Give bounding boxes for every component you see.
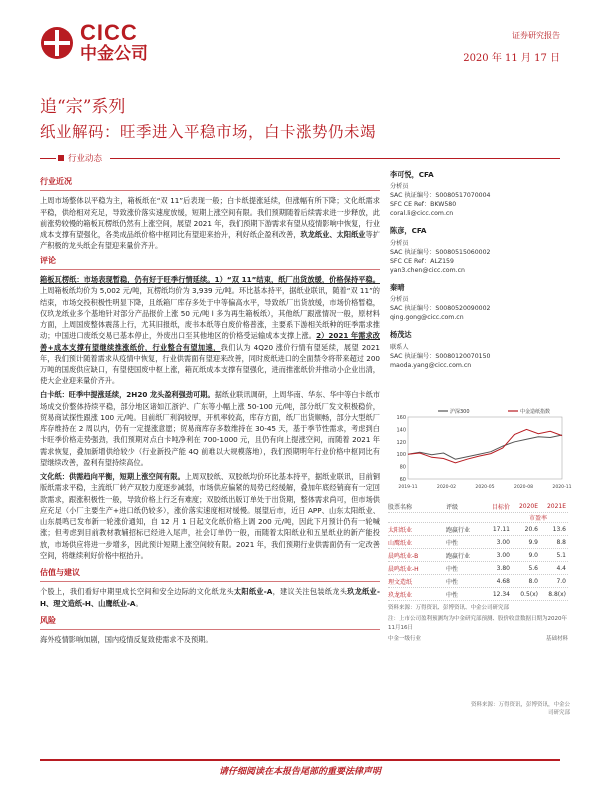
table-cell: 中性 — [446, 591, 459, 599]
analyst-card — [390, 283, 565, 323]
analyst-role: 分析员 — [390, 239, 409, 247]
analyst-card — [390, 330, 565, 370]
category-tag — [56, 150, 110, 166]
section-rule — [40, 629, 380, 630]
val-end: 。 — [135, 598, 143, 608]
analyst-sac: SAC 执证编号：S0080520090002 — [390, 305, 491, 313]
table-cell: 9.9 — [528, 538, 538, 546]
table-cell: 4.68 — [496, 577, 510, 585]
table-header-row — [388, 500, 568, 513]
performance-chart-svg — [388, 405, 572, 493]
x-tick-label: 2019-11 — [398, 485, 418, 490]
val-text: 个股上，我们看好中期里成长空间和安全边际的文化纸龙头 — [40, 587, 234, 597]
p2-lead: 白卡纸：旺季中提涨延续，2H20 龙头盈利强劲可期。 — [40, 390, 215, 400]
table-note: 注：上市公司盈利预测均为中金研究部预测、股价收盘数据日期为2020年11月16日 — [388, 616, 567, 631]
analyst-email[interactable]: maoda.yang@cicc.com.cn — [390, 361, 472, 369]
cicc-logo — [40, 22, 148, 63]
val-mid: ，建议关注包装纸龙头 — [272, 587, 348, 597]
p2-body: 据纸业联讯调研，上周华南、华东、华中等白卡纸市场成交价整体持续平稳，部分地区诸如江浙沪、广东等小幅上涨 50-100 元/吨，部分纸厂发文积极稳价，贸易商试探性跟涨 100 元/吨。目前纸厂利润较厚，开机率较高，库存方面，纸厂出货顺畅，部分大型纸厂库存维持在 2 周以内，仍有一定提涨意愿；贸易商库存多数维持在 30-45 天，基于季节性需求，考虑到白卡旺季价格走势强劲，我们预期对点白卡吨净利在 700-1000 元，且仍有向上提涨空间，而随着 2021 年需求恢复，叠加新增供给较少（行业新投产能 4Q 前难以大规模落地），我们预期明年行业价格中枢同比有望继续改善，盈利有望持续高位。 — [40, 390, 380, 467]
main-column — [40, 176, 380, 649]
tag-bar — [40, 150, 560, 166]
section-heading-recent: 行业近况 — [40, 177, 72, 186]
report-type: 证券研究报告 — [512, 31, 560, 40]
table-cell: 8.8 — [556, 538, 566, 546]
p3-lead: 文化纸：供需趋向平衡，短期上涨空间有限。 — [40, 472, 185, 482]
analyst-name: 陈彦，CFA — [390, 226, 427, 236]
table-cell: 8.8(x) — [548, 590, 566, 598]
table-cell: 跑赢行业 — [446, 526, 471, 534]
table-cell: 7.0 — [556, 577, 566, 585]
analyst-name: 李可悦，CFA — [390, 170, 434, 179]
industry-line — [388, 635, 568, 643]
legend-label: 沪深300 — [450, 409, 470, 415]
y-tick-label: 80 — [399, 464, 406, 471]
analyst-role: 联系人 — [390, 343, 409, 351]
recent-paragraph — [40, 195, 380, 251]
analyst-sac: SAC 执证编号：S0080517070004 — [390, 192, 491, 200]
table-source: 资料来源：万得资讯、彭博资讯、中金公司研究部 — [388, 605, 510, 611]
valuation-table — [388, 500, 568, 643]
paragraph-containerboard — [40, 274, 380, 386]
analyst-name: 秦晴 — [390, 282, 405, 292]
table-row — [388, 575, 568, 588]
col-header: 股票名称 — [388, 503, 413, 511]
analyst-sac: SAC 执证编号：S0080120070150 — [390, 352, 491, 360]
table-cell: 跑赢行业 — [446, 552, 471, 560]
x-tick-label: 2020-05 — [475, 485, 495, 490]
y-tick-label: 120 — [396, 439, 406, 446]
y-tick-label: 100 — [396, 452, 406, 459]
analyst-sfc: SFC CE Ref：ALZ159 — [390, 257, 454, 265]
legend-label: 中金造纸指数 — [520, 409, 551, 415]
industry-value: 基础材料 — [545, 635, 568, 642]
header-meta — [463, 30, 560, 64]
section-rule — [40, 581, 380, 582]
stock-name: 玖龙纸业 — [388, 591, 413, 599]
x-tick-label: 2020-11 — [552, 485, 572, 490]
table-cell: 8.0 — [528, 577, 538, 585]
plot-frame — [408, 417, 562, 479]
recent-bold: 玖龙纸业、太阳纸业 — [300, 230, 366, 240]
analyst-email[interactable]: coral.li@cicc.com.cn — [390, 210, 454, 218]
table-row — [388, 523, 568, 536]
analyst-role: 分析员 — [390, 296, 409, 304]
recent-tail: 等扩产积极的龙头纸企有望迎来量价齐升。 — [40, 230, 380, 251]
table-row — [388, 536, 568, 549]
x-tick-label: 2020-08 — [513, 485, 534, 490]
table-cell: 3.80 — [496, 564, 510, 572]
footer-rule — [40, 759, 560, 761]
table-cell: 9.0 — [528, 551, 538, 559]
p1-tail: 我们认为 4Q20 涨价行情有望延续，展望 2021 年，我们预计随着需求从疫情中恢复，行业供需面有望迎来改善，同时废纸进口的全面禁令将带来超过 200 万吨的国废供应缺口，有望使国废中枢上涨，箱瓦纸成本支撑有望强化，进而推涨纸价并推动小企业出清，使大企业迎来量价齐升。 — [40, 342, 380, 386]
performance-chart — [388, 405, 572, 493]
stock-name: 山鹰纸业 — [388, 539, 413, 547]
analyst-card — [390, 170, 565, 219]
legal-footer: 请仔细阅读在本报告尾部的重要法律声明 — [218, 767, 381, 777]
table-cell: 中性 — [446, 578, 459, 586]
val-bold-2: 玖龙纸业-H、理文造纸-H、山鹰纸业-A — [40, 587, 380, 608]
analyst-panel — [390, 170, 565, 378]
risk-paragraph: 海外疫情影响加剧，国内疫情反复致使需求不及预期。 — [40, 635, 213, 645]
table-cell: 17.11 — [492, 525, 510, 533]
p1-lead: 箱板瓦楞纸：市场表现暂稳，仍有好于旺季行情延续。1）“双 11”结束，纸厂出货放缓，价格保持平稳。 — [40, 275, 380, 285]
analyst-card — [390, 226, 565, 275]
table-subheader-row — [388, 513, 568, 523]
section-rule — [40, 190, 380, 191]
series-line-1 — [408, 429, 562, 463]
col-header: 目标价 — [491, 503, 510, 511]
tag-divider — [40, 158, 560, 159]
table-row — [388, 549, 568, 562]
valuation-paragraph — [40, 586, 380, 608]
section-heading-valuation: 估值与建议 — [40, 567, 80, 577]
val-bold-1: 太阳纸业-A — [233, 587, 273, 597]
recent-text: 上周市场整体以平稳为主，箱板纸在“双 11”后表现一般；白卡纸提涨延续，但涨幅有所下降；文化纸需求平稳，供给相对充足，导致涨价落实速度放缓，短期上涨空间有限。我们预期随着后续需求进一步释放，此前涨势较慢的箱板瓦楞纸仍然有上涨空间，展望 2021 年，我们预期下游需求有望从疫情影响中恢复，行业成本支撑有望强化，各类成品纸价格中枢同比有望迎来抬升，利好纸企盈利改善， — [40, 196, 380, 240]
series-name: 追“宗”系列 — [40, 97, 126, 117]
series-line-0 — [408, 435, 562, 459]
stock-name: 晨鸣纸业-B — [388, 552, 419, 560]
analyst-email[interactable]: yan3.chen@cicc.com.cn — [390, 266, 465, 274]
col-header: 2020E — [518, 502, 538, 510]
table-cell: 3.00 — [496, 538, 510, 546]
stock-name: 太阳纸业 — [388, 526, 413, 534]
table-cell: 中性 — [446, 565, 459, 573]
report-date: 2020 年 11 月 17 日 — [463, 53, 560, 64]
p1-tail-bold: 2）2021 年需求改善+成本支撑有望继续推涨纸价，行业整合有望加速， — [40, 331, 380, 352]
analyst-name: 杨茂达 — [390, 330, 412, 340]
logo-english: CICC — [80, 20, 138, 45]
col-header: 2021E — [546, 502, 566, 510]
logo-chinese: 中金公司 — [80, 44, 148, 64]
table-cell: 5.6 — [528, 564, 538, 572]
table-cell: 中性 — [446, 539, 459, 547]
analyst-sac: SAC 执证编号：S0080515060002 — [390, 248, 491, 256]
table-cell: 13.6 — [552, 525, 566, 533]
y-tick-label: 160 — [396, 415, 406, 421]
table-cell: 20.6 — [524, 525, 538, 533]
x-tick-label: 2020-02 — [436, 485, 457, 490]
section-heading-risk: 风险 — [40, 615, 56, 625]
industry-label: 中金一级行业 — [388, 635, 422, 642]
source-note: 资料来源：万得资讯，彭博资讯，中金公司研究部 — [470, 702, 570, 716]
category-tag-label: 行业动态 — [68, 154, 103, 164]
analyst-email[interactable]: qing.gong@cicc.com.cn — [390, 314, 464, 322]
cicc-emblem-icon — [40, 26, 74, 60]
table-body — [388, 523, 568, 601]
paragraph-ivoryboard — [40, 389, 380, 468]
table-cell: 4.4 — [556, 564, 566, 572]
stock-name: 晨鸣纸业-H — [388, 565, 419, 573]
table-row — [388, 562, 568, 575]
y-tick-label: 140 — [396, 427, 406, 434]
section-heading-comment: 评论 — [40, 255, 56, 265]
table-cell: 12.34 — [492, 590, 510, 598]
table-cell: 3.00 — [496, 551, 510, 559]
paragraph-culturalpaper — [40, 471, 380, 561]
pe-subheader: 市盈率 — [528, 515, 547, 522]
y-tick-label: 60 — [399, 477, 406, 483]
table-cell: 5.1 — [556, 551, 566, 559]
p1-body: 上周箱板纸均价为 5,002 元/吨，瓦楞纸均价为 3,939 元/吨。环比基本持平，据纸业联讯，随着“双 11”的结束，市场交投积极性明显下降，且纸箱厂库存多处于中等偏高水平，导致纸厂出货放缓，市场价格暂稳，仅玖龙纸业多个基地针对部分产品报价上涨 50 元/吨 l 多为再生箱板纸），其他纸厂跟涨情况一般，原材料方面，上周国废整体震荡上行，尤其旧报纸，废书本纸等白废价格普涨，主要系下游相关纸种的旺季需求推动；中国进口废纸交易已基本停止，外废出口至其他地区的价格受运输成本支撑上涨。 — [40, 286, 380, 341]
col-header: 评级 — [446, 503, 459, 511]
section-rule — [40, 269, 380, 270]
analyst-sfc: SFC CE Ref：BKW580 — [390, 201, 457, 209]
stock-name: 理文造纸 — [388, 578, 413, 586]
tag-square-icon — [58, 155, 64, 161]
table-row — [388, 588, 568, 601]
analyst-role: 分析员 — [390, 183, 409, 191]
p3-body: 上周双胶纸、双胶纸均价环比基本持平，据纸业联讯，目前铜版纸需求平稳，主流纸厂转产双胶力度逐步减弱，市场供应偏紧的局势已经缓解，叠加年底经销商有一定回款需求，跟涨积极性一般，导致价格上行乏有难度；双胶纸出版订单处于出货期，整体需求尚可，但市场供应充足（小厂主要生产+进口纸仍较多），涨价落实速度相对缓慢。展望后市，近日 APP、山东太阳纸业、山东晨鸣已发布新一轮涨价通知，自 12 月 1 日起文化纸价格上调 200 元/吨，因此下月预计仍有一轮喊涨；但考虑到目前教材教辅招标已经进入尾声，社会订单仍一般，而随着太阳纸业和五星纸业的新产能投放，市场供应将进一步增多，因此预计短期上涨空间较有限。2021 年，我们预期行业供需面仍有一定改善空间，将继续利好价格中枢抬升。 — [40, 472, 380, 560]
report-title: 纸业解码：旺季进入平稳市场，白卡涨势仍未竭 — [40, 123, 377, 141]
table-cell: 0.5(x) — [520, 590, 538, 598]
